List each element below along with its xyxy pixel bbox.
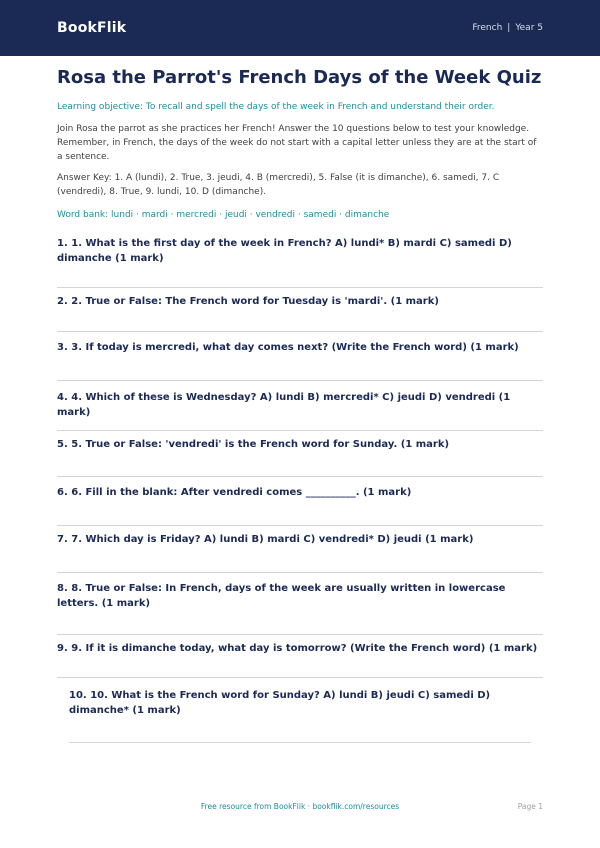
answer-key: Answer Key: 1. A (lundi), 2. True, 3. jeudi, 4. B (mercredi), 5. False (it is dimanche), 6. samedi, 7. C (vendredi), 8. True, 9. lundi, 10. D (dimanche).	[57, 173, 500, 198]
question-1: 1. 1. What is the first day of the week in French? A) lundi* B) mardi C) samedi D) dimanche (1 mark)	[57, 236, 543, 288]
header-meta	[472, 23, 543, 33]
question-list	[57, 236, 543, 743]
question-3: 3. 3. If today is mercredi, what day comes next? (Write the French word) (1 mark)	[57, 332, 543, 381]
learning-objective: Learning objective: To recall and spell the days of the week in French and understand their order.	[57, 102, 495, 112]
meta-separator: |	[507, 23, 511, 33]
question-6: 6. 6. Fill in the blank: After vendredi comes __________. (1 mark)	[57, 477, 543, 526]
brand-logo[interactable]: BookFlik	[57, 20, 127, 36]
question-8: 8. 8. True or False: In French, days of the week are usually written in lowercase letters. (1 mark)	[57, 573, 543, 635]
year-label: Year 5	[515, 23, 543, 33]
footer-link[interactable]: Free resource from BookFlik · bookflik.com/resources	[200, 802, 400, 811]
worksheet-content	[0, 67, 600, 743]
question-9: 9. 9. If it is dimanche today, what day is tomorrow? (Write the French word) (1 mark)	[57, 635, 543, 678]
question-10: 10. 10. What is the French word for Sunday? A) lundi B) jeudi C) samedi D) dimanche* (1 mark)	[69, 678, 531, 743]
question-5: 5. 5. True or False: 'vendredi' is the French word for Sunday. (1 mark)	[57, 431, 543, 477]
page-title: Rosa the Parrot's French Days of the Week Quiz	[57, 67, 542, 88]
page-footer	[0, 802, 600, 814]
question-4: 4. 4. Which of these is Wednesday? A) lundi B) mercredi* C) jeudi D) vendredi (1 mark)	[57, 381, 543, 431]
question-7: 7. 7. Which day is Friday? A) lundi B) mardi C) vendredi* D) jeudi (1 mark)	[57, 526, 543, 573]
header-bar	[0, 0, 600, 56]
intro-paragraph: Join Rosa the parrot as she practices her French! Answer the 10 questions below to test your knowledge. Remember, in French, the days of the week do not start with a capital letter unless they are at the start of a sentence.	[57, 124, 537, 162]
subject-label: French	[472, 23, 503, 33]
question-2: 2. 2. True or False: The French word for Tuesday is 'mardi'. (1 mark)	[57, 288, 543, 332]
page-number: Page 1	[517, 802, 543, 811]
word-bank: Word bank: lundi · mardi · mercredi · jeudi · vendredi · samedi · dimanche	[57, 209, 390, 220]
